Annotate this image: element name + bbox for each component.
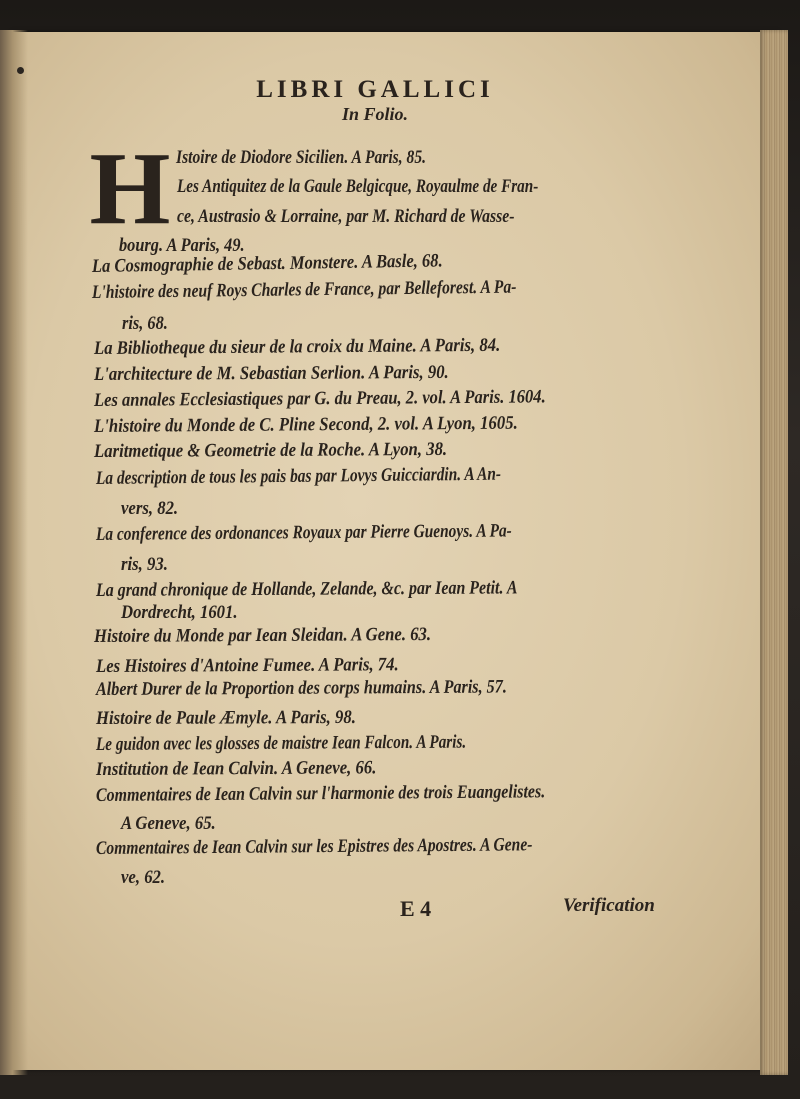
entry-line: ris, 93. [121, 554, 168, 575]
entry-line: La Cosmographie de Sebast. Monstere. A Basle, 68. [91, 250, 443, 277]
entry-line: Histoire du Monde par Iean Sleidan. A Gene. 63. [93, 623, 432, 647]
drop-cap-letter: H [89, 131, 171, 246]
entry-line: Les Histoires d'Antoine Fumee. A Paris, 74. [95, 654, 399, 677]
entry-line: ve, 62. [121, 867, 166, 888]
entry-line: A Geneve, 65. [121, 813, 216, 834]
entry-line: Dordrecht, 1601. [121, 602, 238, 623]
entry-line: La description de tous les pais bas par Lovys Guicciardin. A An- [95, 463, 502, 489]
entry-line: ris, 68. [122, 313, 168, 334]
page-gutter [0, 30, 28, 1075]
entry-line: Albert Durer de la Proportion des corps humains. A Paris, 57. [95, 676, 507, 700]
entry-line: Istoire de Diodore Sicilien. A Paris, 85. [176, 147, 427, 168]
entry-line: La Bibliotheque du sieur de la croix du Maine. A Paris, 84. [93, 334, 501, 359]
entry-line: Commentaires de Iean Calvin sur les Epistres des Apostres. A Gene- [95, 834, 533, 859]
entry-line: bourg. A Paris, 49. [119, 235, 245, 256]
entry-line: Le guidon avec les glosses de maistre Iean Falcon. A Paris. [95, 731, 467, 755]
entry-line: L'architecture de M. Sebastian Serlion. A Paris, 90. [93, 361, 449, 385]
signature-mark: E 4 [400, 896, 432, 921]
catchword: Verification [563, 895, 655, 916]
entry-line: Laritmetique & Geometrie de la Roche. A Lyon, 38. [93, 438, 448, 462]
entry-line: vers, 82. [121, 498, 179, 519]
entry-line: Institution de Iean Calvin. A Geneve, 66. [95, 757, 377, 780]
entry-line: Les annales Ecclesiastiques par G. du Preau, 2. vol. A Paris. 1604. [93, 386, 546, 411]
entry-line: Les Antiquitez de la Gaule Belgicque, Royaulme de Fran- [177, 176, 539, 197]
entry-line: Histoire de Paule Æmyle. A Paris, 98. [95, 706, 356, 729]
page-title: LIBRI GALLICI [256, 76, 494, 103]
entry-line: La conference des ordonances Royaux par Pierre Guenoys. A Pa- [95, 520, 512, 545]
entry-line: ce, Austrasio & Lorraine, par M. Richard de Wasse- [177, 206, 515, 227]
entry-line: L'histoire des neuf Roys Charles de France, par Belleforest. A Pa- [91, 276, 517, 303]
ink-dot-mark [17, 67, 24, 74]
page-edges [760, 30, 788, 1075]
page-subtitle: In Folio. [341, 104, 409, 124]
entry-line: L'histoire du Monde de C. Pline Second, 2. vol. A Lyon, 1605. [93, 412, 518, 437]
entry-line: La grand chronique de Hollande, Zelande, &c. par Iean Petit. A [95, 577, 518, 601]
entry-line: Commentaires de Iean Calvin sur l'harmonie des trois Euangelistes. [95, 781, 546, 806]
